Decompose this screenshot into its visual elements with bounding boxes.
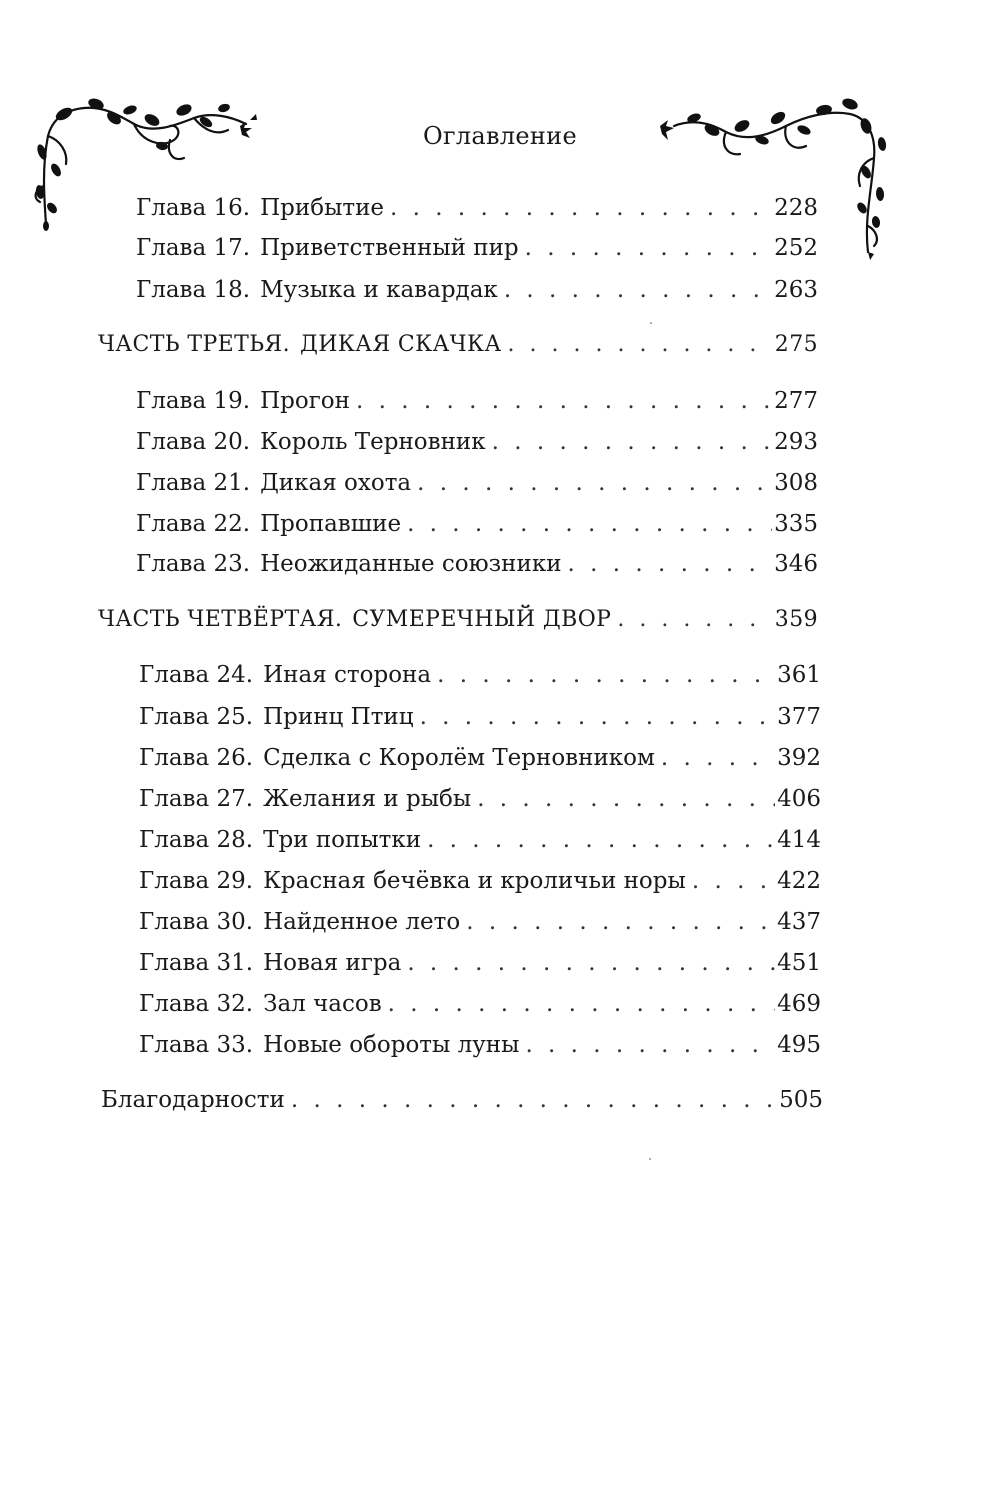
toc-entry-title: ДИКАЯ СКАЧКА bbox=[300, 332, 502, 357]
toc-entry-label bbox=[136, 549, 562, 579]
dot-leader bbox=[407, 948, 775, 978]
toc-entry-number: Глава 25. bbox=[139, 704, 254, 730]
toc-chapter-entry bbox=[139, 702, 821, 732]
toc-entry-label bbox=[139, 866, 686, 896]
toc-entry-number: Глава 23. bbox=[136, 551, 251, 577]
toc-entry-number: Глава 17. bbox=[136, 235, 251, 261]
toc-entry-number: Глава 27. bbox=[139, 786, 254, 812]
dot-leader bbox=[492, 427, 772, 457]
toc-entry-label bbox=[139, 989, 382, 1019]
toc-entry-page: 437 bbox=[777, 909, 821, 935]
toc-chapter-entry bbox=[136, 233, 818, 263]
toc-chapter-entry bbox=[139, 784, 821, 814]
toc-entry-number: ЧАСТЬ ТРЕТЬЯ. bbox=[98, 332, 290, 357]
toc-chapter-entry bbox=[136, 275, 818, 305]
toc-entry-number: Глава 29. bbox=[139, 868, 254, 894]
toc-entry-page: 392 bbox=[777, 745, 821, 771]
toc-entry-title: СУМЕРЕЧНЫЙ ДВОР bbox=[352, 607, 612, 632]
toc-entry-title: Прогон bbox=[260, 388, 350, 414]
toc-entry-label bbox=[139, 743, 655, 773]
toc-entry-number: Глава 26. bbox=[139, 745, 254, 771]
toc-entry-number: Глава 16. bbox=[136, 195, 251, 221]
toc-entry-page: 422 bbox=[777, 868, 821, 894]
toc-entry-title: Приветственный пир bbox=[260, 235, 519, 261]
dot-leader bbox=[390, 193, 772, 223]
toc-part-entry bbox=[98, 605, 818, 635]
toc-entry-title: Король Терновник bbox=[260, 429, 486, 455]
dot-leader bbox=[356, 386, 772, 416]
toc-entry-page: 414 bbox=[777, 827, 821, 853]
toc-entry-title: Иная сторона bbox=[263, 662, 432, 688]
page-title: Оглавление bbox=[423, 122, 577, 150]
toc-entry-page: 359 bbox=[774, 607, 818, 632]
toc-chapter-entry bbox=[136, 468, 818, 498]
toc-entry-label bbox=[136, 468, 411, 498]
toc-chapter-entry bbox=[139, 948, 821, 978]
toc-entry-label bbox=[98, 330, 502, 360]
toc-entry-number: ЧАСТЬ ЧЕТВЁРТАЯ. bbox=[98, 607, 343, 632]
dot-leader bbox=[477, 784, 775, 814]
toc-entry-label bbox=[136, 427, 486, 457]
toc-entry-page: 277 bbox=[774, 388, 818, 414]
toc-chapter-entry bbox=[136, 427, 818, 457]
dot-leader bbox=[504, 275, 772, 305]
toc-entry-number: Глава 20. bbox=[136, 429, 251, 455]
toc-entry-label bbox=[139, 948, 401, 978]
dot-leader bbox=[568, 549, 773, 579]
dot-leader bbox=[407, 509, 772, 539]
toc-entry-label bbox=[136, 509, 401, 539]
toc-entry-page: 505 bbox=[779, 1087, 823, 1113]
toc-entry-page: 228 bbox=[774, 195, 818, 221]
dot-leader bbox=[291, 1085, 777, 1115]
toc-entry-page: 335 bbox=[774, 511, 818, 537]
toc-entry-page: 361 bbox=[777, 662, 821, 688]
toc-chapter-entry bbox=[136, 549, 818, 579]
dot-leader bbox=[427, 825, 775, 855]
toc-entry-page: 263 bbox=[774, 277, 818, 303]
toc-entry-label bbox=[139, 660, 431, 690]
toc-chapter-entry bbox=[139, 866, 821, 896]
toc-entry-label bbox=[136, 233, 519, 263]
toc-entry-page: 469 bbox=[777, 991, 821, 1017]
toc-entry-title: Красная бечёвка и кроличьи норы bbox=[263, 868, 686, 894]
toc-entry-page: 308 bbox=[774, 470, 818, 496]
toc-entry-number: Глава 33. bbox=[139, 1032, 254, 1058]
toc-entry-page: 252 bbox=[774, 235, 818, 261]
toc-entry-page: 275 bbox=[774, 332, 818, 357]
toc-misc-entry bbox=[101, 1085, 823, 1115]
dot-leader bbox=[661, 743, 775, 773]
dot-leader bbox=[437, 660, 775, 690]
toc-entry-title: Музыка и кавардак bbox=[260, 277, 498, 303]
toc-entry-page: 377 bbox=[777, 704, 821, 730]
toc-entry-label bbox=[98, 605, 611, 635]
toc-entry-page: 406 bbox=[777, 786, 821, 812]
toc-entry-title: Пропавшие bbox=[260, 511, 402, 537]
toc-entry-page: 346 bbox=[774, 551, 818, 577]
toc-entry-number: Глава 22. bbox=[136, 511, 251, 537]
toc-entry-title: Принц Птиц bbox=[263, 704, 414, 730]
dot-leader bbox=[388, 989, 775, 1019]
dot-leader bbox=[525, 1030, 775, 1060]
toc-entry-label bbox=[136, 193, 384, 223]
toc-chapter-entry bbox=[139, 660, 821, 690]
toc-entry-label bbox=[101, 1085, 285, 1115]
toc-entry-page: 451 bbox=[777, 950, 821, 976]
toc-entry-number: Глава 28. bbox=[139, 827, 254, 853]
toc-entry-title: Благодарности bbox=[101, 1087, 285, 1113]
toc-entry-title: Дикая охота bbox=[260, 470, 412, 496]
toc-chapter-entry bbox=[139, 825, 821, 855]
dot-leader bbox=[692, 866, 775, 896]
toc-entry-number: Глава 24. bbox=[139, 662, 254, 688]
toc-entry-title: Новые обороты луны bbox=[263, 1032, 520, 1058]
toc-entry-title: Три попытки bbox=[263, 827, 422, 853]
toc-entry-label bbox=[139, 1030, 519, 1060]
toc-entry-title: Желания и рыбы bbox=[263, 786, 472, 812]
toc-chapter-entry bbox=[139, 743, 821, 773]
dot-leader bbox=[508, 330, 773, 360]
toc-entry-title: Зал часов bbox=[263, 991, 382, 1017]
toc-chapter-entry bbox=[139, 1030, 821, 1060]
dot-leader bbox=[466, 907, 775, 937]
toc-entry-number: Глава 32. bbox=[139, 991, 254, 1017]
toc-chapter-entry bbox=[136, 386, 818, 416]
toc-entry-title: Неожиданные союзники bbox=[260, 551, 562, 577]
dot-leader bbox=[420, 702, 776, 732]
toc-entry-title: Найденное лето bbox=[263, 909, 461, 935]
toc-entry-label bbox=[136, 275, 498, 305]
print-speck bbox=[649, 1158, 651, 1160]
toc-entry-title: Прибытие bbox=[260, 195, 385, 221]
toc-chapter-entry bbox=[139, 989, 821, 1019]
toc-entry-number: Глава 19. bbox=[136, 388, 251, 414]
dot-leader bbox=[417, 468, 772, 498]
toc-entry-number: Глава 21. bbox=[136, 470, 251, 496]
toc-entry-label bbox=[139, 784, 471, 814]
dot-leader bbox=[617, 605, 772, 635]
toc-entry-number: Глава 18. bbox=[136, 277, 251, 303]
toc-entry-page: 293 bbox=[774, 429, 818, 455]
toc-entry-title: Сделка с Королём Терновником bbox=[263, 745, 655, 771]
toc-chapter-entry bbox=[139, 907, 821, 937]
toc-entry-label bbox=[139, 702, 414, 732]
toc-entry-label bbox=[139, 825, 421, 855]
print-speck bbox=[650, 322, 652, 324]
toc-chapter-entry bbox=[136, 193, 818, 223]
toc-chapter-entry bbox=[136, 509, 818, 539]
toc-entry-label bbox=[136, 386, 350, 416]
toc-entry-title: Новая игра bbox=[263, 950, 402, 976]
toc-entry-number: Глава 31. bbox=[139, 950, 254, 976]
toc-entry-page: 495 bbox=[777, 1032, 821, 1058]
dot-leader bbox=[525, 233, 772, 263]
toc-entry-label bbox=[139, 907, 460, 937]
toc-part-entry bbox=[98, 330, 818, 360]
toc-entry-number: Глава 30. bbox=[139, 909, 254, 935]
